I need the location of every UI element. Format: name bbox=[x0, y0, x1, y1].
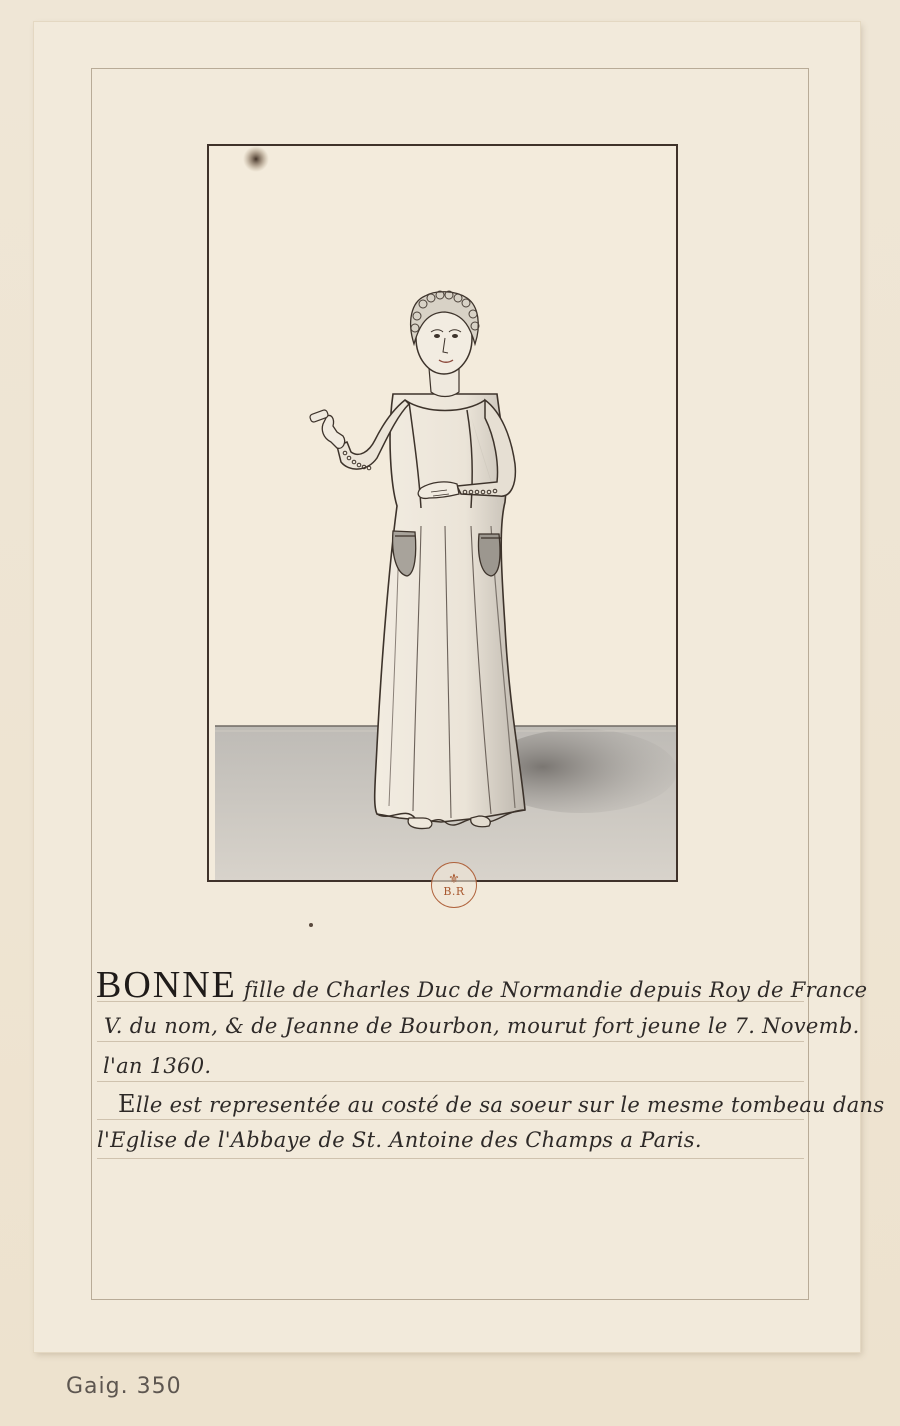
shelfmark-annotation: Gaig. 350 bbox=[66, 1374, 182, 1399]
caption-line-2: V. du nom, & de Jeanne de Bourbon, mourut fort jeune le 7. Novemb. bbox=[104, 1014, 860, 1038]
caption-line-5: l'Eglise de l'Abbaye de St. Antoine des Champs a Paris. bbox=[97, 1128, 702, 1152]
foxing-stain bbox=[243, 146, 269, 172]
caption-line-1-text: fille de Charles Duc de Normandie depuis Roy de France bbox=[243, 978, 868, 1002]
ruled-line bbox=[97, 1081, 804, 1082]
picture-frame bbox=[207, 144, 678, 882]
figure-illustration bbox=[209, 146, 676, 880]
caption-line-4 bbox=[118, 1090, 884, 1118]
ruled-line bbox=[97, 1119, 804, 1120]
ruled-line bbox=[97, 1041, 804, 1042]
caption-line-1 bbox=[96, 963, 867, 1007]
stamp-letters: B.R bbox=[443, 884, 465, 898]
caption-line-4-initial: E bbox=[118, 1090, 136, 1118]
caption-name: BONNE bbox=[96, 964, 237, 1006]
ink-dot bbox=[309, 923, 313, 927]
caption-line-3: l'an 1360. bbox=[103, 1054, 212, 1078]
caption-line-4-text: lle est representée au costé de sa soeur sur le mesme tombeau dans bbox=[135, 1093, 885, 1117]
library-stamp bbox=[431, 862, 477, 908]
ruled-line bbox=[97, 1158, 804, 1159]
fleur-de-lis-icon: ⚜ bbox=[448, 871, 460, 887]
head bbox=[411, 291, 479, 374]
